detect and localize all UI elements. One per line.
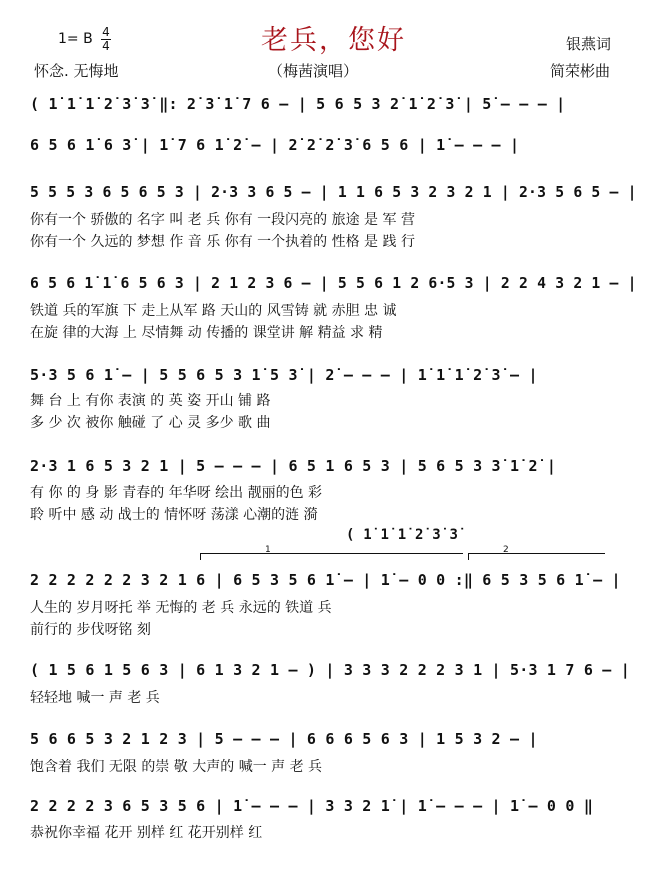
notation-row-5: 5·3 5 6 1̇ – | 5 5 6 5 3 1̇ 5 3̇ | 2̇ – – – | 1̇ 1̇ 1̇ 2̇ 3̇ – |: [30, 366, 538, 384]
notation-row-3: 5 5 5 3 6 5 6 5 3 | 2·3 3 6 5 – | 1 1 6 5 3 2 3 2 1 | 2·3 5 6 5 – |: [30, 183, 637, 201]
song-title: 老兵，您好: [261, 25, 406, 56]
notation-row-2: 6 5 6 1̇ 6 3̇ | 1̇ 7 6 1̇ 2̇ – | 2̇ 2̇ 2̇ 3̇ 6 5 6 | 1̇ – – – |: [30, 136, 520, 154]
composer-credit: 简荣彬曲: [550, 62, 611, 80]
performer-credit: （梅茜演唱）: [268, 62, 359, 80]
lyric-row-9: 饱含着 我们 无限 的崇 敬 大声的 喊一 声 老 兵: [30, 759, 323, 775]
lyric-row-7-verse-1: 人生的 岁月呀托 举 无悔的 老 兵 永远的 铁道 兵: [30, 600, 332, 616]
lyric-row-7-verse-2: 前行的 步伐呀铭 刻: [30, 622, 151, 638]
notation-row-8: ( 1 5 6 1 5 6 3 | 6 1 3 2 1 – ) | 3 3 3 2 2 2 3 1 | 5·3 1 7 6 – |: [30, 661, 630, 679]
lyricist-credit: 银燕词: [566, 35, 612, 53]
lyric-row-6-verse-2: 聆 听中 感 动 战士的 情怀呀 荡漾 心潮的涟 漪: [30, 507, 318, 523]
notation-row-10: 2 2 2 2 3 6 5 3 5 6 | 1̇ – – – | 3 3 2 1̇ | 1̇ – – – | 1̇ – 0 0 ‖: [30, 797, 594, 815]
lyric-row-4-verse-2: 在旋 律的大海 上 尽情舞 动 传播的 课堂讲 解 精益 求 精: [30, 325, 383, 341]
lyric-row-8: 轻轻地 喊一 声 老 兵: [30, 690, 160, 706]
lyric-row-5-verse-2: 多 少 次 被你 触碰 了 心 灵 多少 歌 曲: [30, 415, 271, 431]
time-signature-top: 4: [102, 25, 110, 39]
notation-row-9: 5 6 6 5 3 2 1 2 3 | 5 – – – | 6 6 6 5 6 3 | 1 5 3 2 – |: [30, 730, 538, 748]
first-ending-bracket: 1: [200, 553, 463, 560]
time-signature-bottom: 4: [102, 39, 110, 53]
notation-row-6: 2·3 1 6 5 3 2 1 | 5 – – – | 6 5 1 6 5 3 | 5 6 5 3 3̇ 1̇ 2̇ |: [30, 457, 557, 475]
time-signature: [101, 27, 111, 52]
notation-row-4: 6 5 6 1̇ 1̇ 6 5 6 3 | 2 1 2 3 6 – | 5 5 6 1 2 6·5 3 | 2 2 4 3 2 1 – |: [30, 274, 637, 292]
key-signature: 1= B: [58, 31, 93, 47]
repeat-aside-notation: ( 1̇ 1̇ 1̇ 2̇ 3̇ 3̇: [346, 527, 459, 543]
notation-row-1: ( 1̇ 1̇ 1̇ 2̇ 3̇ 3̇ ‖: 2̇ 3̇ 1̇ 7 6 – | 5 6 5 3 2̇ 1̇ 2̇ 3̇ | 5̇ – – – |: [30, 95, 566, 113]
lyric-row-5-verse-1: 舞 台 上 有你 表演 的 英 姿 开山 铺 路: [30, 393, 271, 409]
lyric-row-6-verse-1: 有 你 的 身 影 青春的 年华呀 绘出 靓丽的色 彩: [30, 485, 323, 501]
lyric-row-3-verse-2: 你有一个 久远的 梦想 作 音 乐 你有 一个执着的 性格 是 践 行: [30, 234, 415, 250]
lyric-row-3-verse-1: 你有一个 骄傲的 名字 叫 老 兵 你有 一段闪亮的 旅途 是 军 营: [30, 212, 415, 228]
notation-row-7: 2 2 2 2 2 2 3 2 1 6 | 6 5 3 5 6 1̇ – | 1̇ – 0 0 :‖ 6 5 3 5 6 1̇ – |: [30, 571, 621, 589]
lyric-row-10: 恭祝你幸福 花开 别样 红 花开别样 红: [30, 825, 263, 841]
tempo-expression: 怀念. 无悔地: [34, 62, 119, 80]
second-ending-bracket: 2: [468, 553, 605, 560]
lyric-row-4-verse-1: 铁道 兵的军旗 下 走上从军 路 天山的 风雪铸 就 赤胆 忠 诚: [30, 303, 397, 319]
